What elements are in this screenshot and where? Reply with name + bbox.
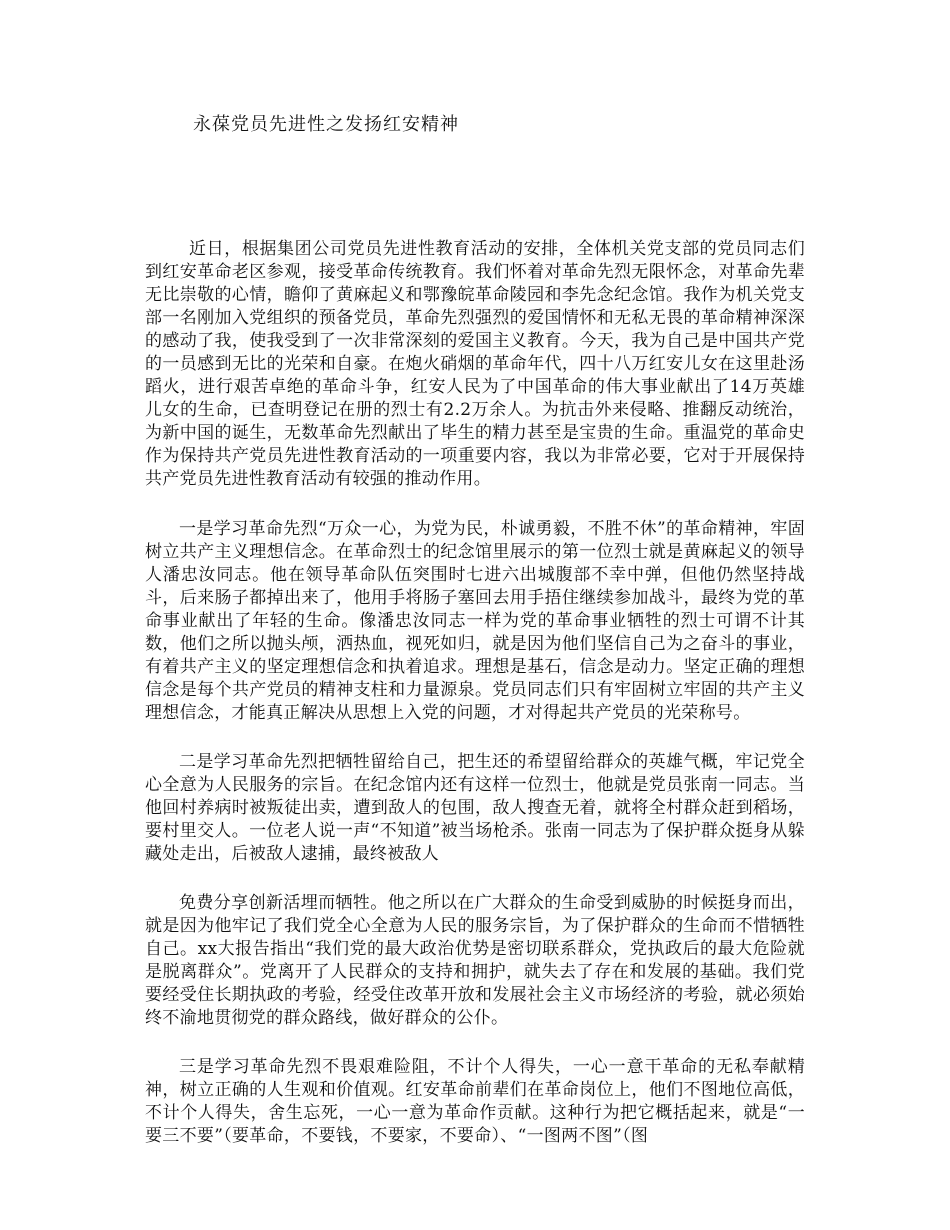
document-title: 永葆党员先进性之发扬红安精神 [193,114,459,135]
paragraph-intro: 近日，根据集团公司党员先进性教育活动的安排，全体机关党支部的党员同志们到红安革命老区参观，接受革命传统教育。我们怀着对革命先烈无限怀念，对革命先辈无比崇敬的心情，瞻仰了黄麻起义和鄂豫皖革命陵园和李先念纪念馆。我作为机关党支部一名刚加入党组织的预备党员，革命先烈强烈的爱国情怀和无私无畏的革命精神深深的感动了我，使我受到了一次非常深刻的爱国主义教育。今天，我为自己是中国共产党的一员感到无比的光荣和自豪。在炮火硝烟的革命年代，四十八万红安儿女在这里赴汤蹈火，进行艰苦卓绝的革命斗争，红安人民为了中国革命的伟大事业献出了14万英雄儿女的生命，已查明登记在册的烈士有2.2万余人。为抗击外来侵略、推翻反动统治，为新中国的诞生，无数革命先烈献出了毕生的精力甚至是宝贵的生命。重温党的革命史作为保持共产党员先进性教育活动的一项重要内容，我以为非常必要，它对于开展保持共产党员先进性教育活动有较强的推动作用。 [145,239,805,489]
paragraph-point-two-continued: 免费分享创新活埋而牺牲。他之所以在广大群众的生命受到威胁的时候挺身而出，就是因为他牢记了我们党全心全意为人民的服务宗旨，为了保护群众的生命而不惜牺牲自己。xx大报告指出“我们党的最大政治优势是密切联系群众，党执政后的最大危险就是脱离群众”。党离开了人民群众的支持和拥护，就失去了存在和发展的基础。我们党要经受住长期执政的考验，经受住改革开放和发展社会主义市场经济的考验，就必须始终不渝地贯彻党的群众路线，做好群众的公仆。 [145,893,805,1028]
paragraph-point-two: 二是学习革命先烈把牺牲留给自己，把生还的希望留给群众的英雄气概，牢记党全心全意为人民服务的宗旨。在纪念馆内还有这样一位烈士，他就是党员张南一同志。当他回村养病时被叛徒出卖，遭到敌人的包围，敌人搜查无着，就将全村群众赶到稻场，要村里交人。一位老人说一声“不知道”被当场枪杀。张南一同志为了保护群众挺身从躲藏处走出，后被敌人逮捕，最终被敌人 [145,752,805,864]
paragraph-point-one: 一是学习革命先烈“万众一心，为党为民，朴诚勇毅，不胜不休”的革命精神，牢固树立共产主义理想信念。在革命烈士的纪念馆里展示的第一位烈士就是黄麻起义的领导人潘忠汝同志。他在领导革命队伍突围时七进六出城腹部不幸中弹，但他仍然坚持战斗，后来肠子都掉出来了，他用手将肠子塞回去用手捂住继续参加战斗，最终为党的革命事业献出了年轻的生命。像潘忠汝同志一样为党的革命事业牺牲的烈士可谓不计其数，他们之所以抛头颅，洒热血，视死如归，就是因为他们坚信自己为之奋斗的事业，有着共产主义的坚定理想信念和执着追求。理想是基石，信念是动力。坚定正确的理想信念是每个共产党员的精神支柱和力量源泉。党员同志们只有牢固树立牢固的共产主义理想信念，才能真正解决从思想上入党的问题，才对得起共产党员的光荣称号。 [145,519,805,723]
paragraph-point-three: 三是学习革命先烈不畏艰难险阻，不计个人得失，一心一意干革命的无私奉献精神，树立正确的人生观和价值观。红安革命前辈们在革命岗位上，他们不图地位高低，不计个人得失，舍生忘死，一心一意为革命作贡献。这种行为把它概括起来，就是“一要三不要”（要革命，不要钱，不要家，不要命）、“一图两不图”（图 [145,1057,805,1146]
document-body [145,238,805,1174]
